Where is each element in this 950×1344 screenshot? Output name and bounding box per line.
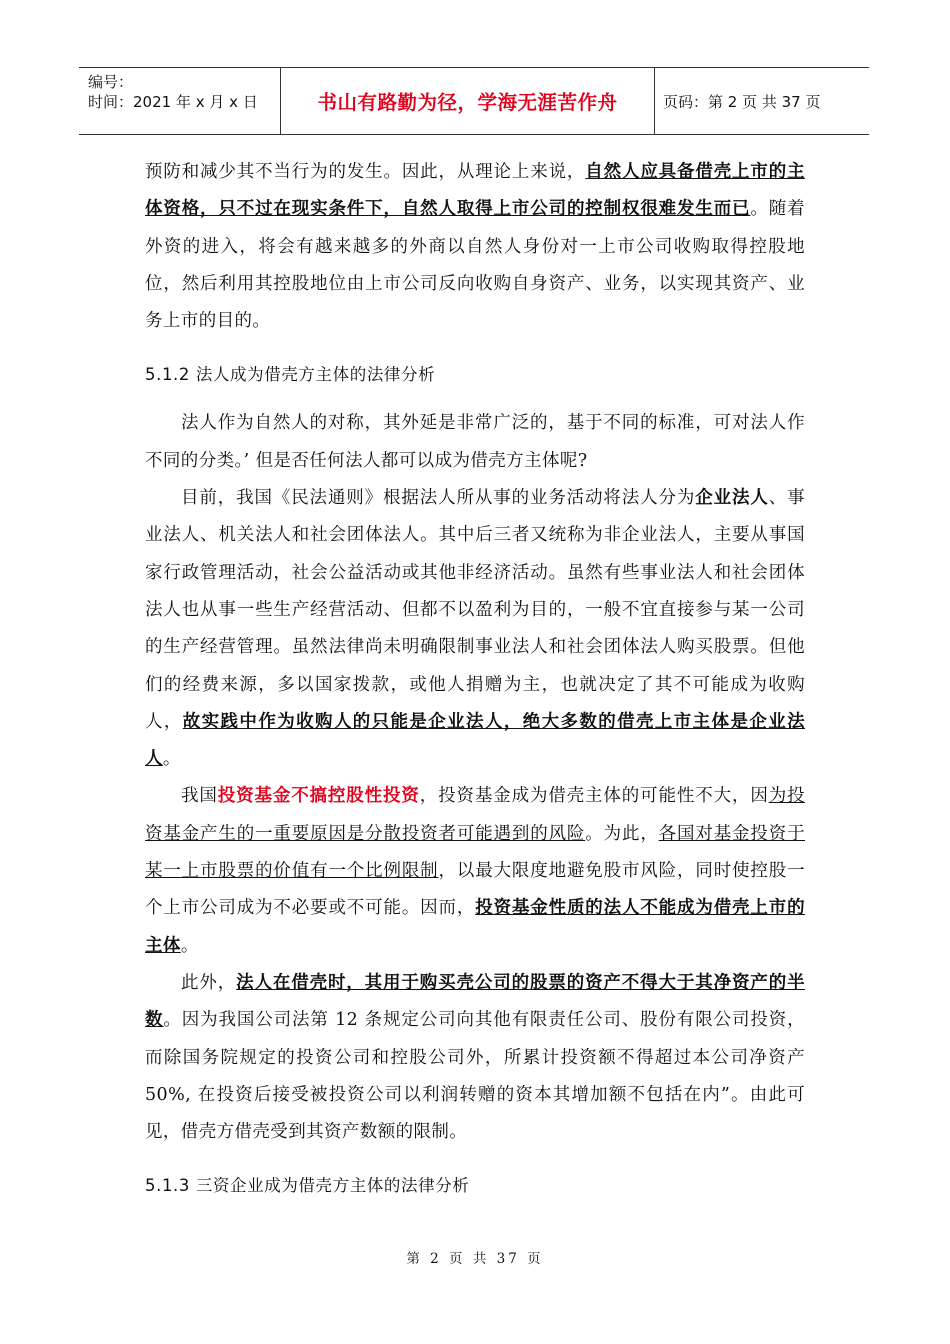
emphasis-text: 法人在借壳时，其用于购买壳公司的股票的资产不得大于其净资产的半数 (145, 972, 805, 1031)
paragraph-text: 我国 (181, 786, 218, 807)
paragraph-text: 预防和减少其不当行为的发生。因此，从理论上来说， (145, 162, 586, 182)
paragraph-text: 。 (180, 935, 199, 956)
paragraph-asset-limit (145, 965, 805, 1151)
paragraph-text: 目前，我国《民法通则》根据法人所从事的业务活动将法人分为 (181, 488, 696, 509)
emphasis-text: 投资基金性质的法人不能成为借壳上市的主体 (145, 898, 805, 956)
paragraph-text: 此外， (181, 972, 237, 993)
underlined-text: 各国对基金投资于某一上市股票的价值有一个比例限制 (145, 823, 805, 882)
paragraph-text: 、事业法人、机关法人和社会团体法人。其中后三者又统称为非企业法人，主要从事国家行政管理活动，社会公益活动或其他非经济活动。虽然有些事业法人和社会团体法人也从事一些生产经营活动、但都不以盈利为目的，一般不宜直接参与某一公司的生产经营管理。虽然法律尚未明确限制事业法人和社会团体法人购买股票。但他们的经费来源，多以国家拨款，或他人捐赠为主，也就决定了其不可能成为收购人， (145, 488, 805, 732)
paragraph-text: ，以最大限度地避免股市风险，同时使控股一个上市公司成为不必要或不可能。因而， (145, 861, 805, 919)
paragraph-text: 。随着外资的进入，将会有越来越多的外商以自然人身份对一上市公司收购取得控股地位，然后利用其控股地位由上市公司反向收购自身资产、业务，以实现其资产、业务上市的目的。 (145, 199, 805, 332)
section-heading-5-1-2: 5.1.2 法人成为借壳方主体的法律分析 (145, 365, 436, 385)
paragraph-legal-person-intro: 法人作为自然人的对称，其外延是非常广泛的，基于不同的标准，可对法人作不同的分类。’ 但是否任何法人都可以成为借壳方主体呢? (145, 413, 805, 471)
document-header (79, 67, 869, 135)
paragraph-text: 。 (162, 749, 181, 770)
header-page-cell (655, 68, 869, 134)
emphasis-text: 自然人应具备借壳上市的主体资格，只不过在现实条件下，自然人取得上市公司的控制权很难发生而已 (145, 162, 805, 220)
page-footer: 第 2 页 共 37 页 (406, 1251, 544, 1267)
paragraph-legal-person-types (145, 480, 805, 778)
emphasis-text: 故实践中作为收购人的只能是企业法人，绝大多数的借壳上市主体是企业法人 (145, 711, 805, 770)
paragraph-text: 。因为我国公司法第 12 条规定公司向其他有限责任公司、股份有限公司投资，而除国务院规定的投资公司和控股公司外，所累计投资额不得超过本公司净资产 50%, 在投资后接受被投资公司以利润转赠的资本其增加额不包括在内”。由此可见，借壳方借壳受到其资产数额的限制。 (145, 1010, 805, 1143)
section-heading-5-1-3: 5.1.3 三资企业成为借壳方主体的法律分析 (145, 1176, 470, 1196)
emphasis-text: 企业法人 (695, 488, 769, 509)
document-body (145, 154, 805, 1196)
paragraph-investment-fund (145, 778, 805, 964)
paragraph-natural-person (145, 154, 805, 340)
header-page-info: 页码：第 2 页 共 37 页 (663, 92, 821, 111)
paragraph-text: ，投资基金成为借壳主体的可能性不大，因 (419, 786, 769, 807)
header-motto-cell (281, 68, 655, 134)
document-number-label: 编号： (88, 73, 134, 91)
paragraph-text: 。为此， (585, 823, 659, 844)
header-motto: 书山有路勤为径，学海无涯苦作舟 (317, 91, 618, 114)
underlined-text: 为投资基金产生的一重要原因是分散投资者可能遇到的风险 (145, 786, 805, 844)
header-meta-cell (79, 68, 281, 134)
document-date-label: 时间：2021 年 x 月 x 日 (88, 93, 258, 111)
highlight-text: 投资基金不搞控股性投资 (217, 786, 420, 807)
